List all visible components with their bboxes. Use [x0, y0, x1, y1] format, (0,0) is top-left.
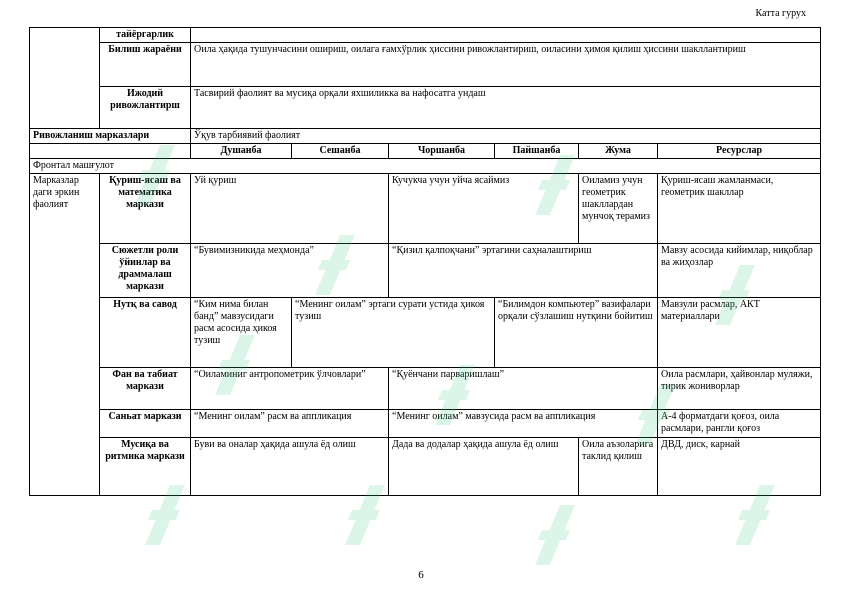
center-science: Фан ва табиат маркази: [100, 368, 191, 410]
science-monday: “Оиламиниг антропометрик ўлчовлари”: [191, 368, 389, 410]
row-content-creative: Тасвирий фаолият ва мусиқа орқали яхшиликка ва нафосатга ундаш: [191, 87, 821, 129]
day-friday: Жума: [579, 144, 658, 159]
construction-wednesday: Кучукча учун уйча ясаймиз: [389, 174, 579, 244]
role-play-wednesday: “Қизил қалпоқчани” эртагини саҳналаштириш: [389, 244, 658, 298]
construction-resources: Қуриш-ясаш жамланмаси, геометрик шакллар: [658, 174, 821, 244]
center-role-play: Сюжетли роли ўйинлар ва драммалаш маркази: [100, 244, 191, 298]
art-wednesday: “Менинг оилам” мавзусида расм ва аппликация: [389, 410, 658, 438]
role-play-monday: “Бувимизникида меҳмонда”: [191, 244, 389, 298]
day-wednesday: Чоршанба: [389, 144, 495, 159]
table-row: [30, 368, 821, 410]
lesson-plan-table: [29, 27, 821, 496]
table-row: [30, 87, 821, 129]
science-wednesday: “Қуёнчани парваришлаш”: [389, 368, 658, 410]
table-row: [30, 43, 821, 87]
development-centers-label: Ривожланиш марказлари: [30, 129, 191, 144]
speech-thursday: “Билимдон компьютер” вазифалари орқали сўзлашиш нутқини бойитиш: [495, 298, 658, 368]
empty-cell: [30, 144, 191, 159]
development-centers-content: Ўқув тарбиявий фаолият: [191, 129, 821, 144]
music-resources: ДВД, диск, карнай: [658, 438, 821, 496]
music-wednesday: Дада ва додалар ҳақида ашула ёд олиш: [389, 438, 579, 496]
group-label: Катта гурух: [755, 8, 806, 19]
free-activity-label: Марказлар даги эркин фаолият: [30, 174, 100, 496]
construction-friday: Оиламиз учун геометрик шакллардан мунчоқ терамиз: [579, 174, 658, 244]
center-art: Саньат маркази: [100, 410, 191, 438]
table-row: [30, 174, 821, 244]
frontal-label: Фронтал машғулот: [30, 159, 821, 174]
day-monday: Душанба: [191, 144, 292, 159]
table-row: [30, 129, 821, 144]
role-play-resources: Мавзу асосида кийимлар, ниқоблар ва жиҳозлар: [658, 244, 821, 298]
table-row: [30, 438, 821, 496]
center-speech: Нутқ ва савод: [100, 298, 191, 368]
empty-cell: [30, 28, 100, 129]
music-friday: Оила аъзоларига таклид қилиш: [579, 438, 658, 496]
watermark-icon: [520, 500, 590, 570]
construction-monday: Уй қуриш: [191, 174, 389, 244]
speech-resources: Мавзули расмлар, АКТ материаллари: [658, 298, 821, 368]
speech-tuesday: “Менинг оилам” эртаги сурати устида ҳикоя тузиш: [292, 298, 495, 368]
row-content-preparation: [191, 28, 821, 43]
page-number: 6: [418, 569, 424, 581]
table-row: [30, 410, 821, 438]
center-construction: Қуриш-ясаш ва математика маркази: [100, 174, 191, 244]
music-monday: Буви ва оналар ҳақида ашула ёд олиш: [191, 438, 389, 496]
science-resources: Оила расмлари, ҳайвонлар муляжи, тирик жониворлар: [658, 368, 821, 410]
row-label-cognition: Билиш жараёни: [100, 43, 191, 87]
speech-monday: “Ким нима билан банд” мавзусидаги расм асосида ҳикоя тузиш: [191, 298, 292, 368]
row-content-cognition: Оила ҳақида тушунчасини ошириш, оилага ғамхўрлик ҳиссини ривожлантириш, оиласини ҳимоя қилиш ҳиссини шакллантириш: [191, 43, 821, 87]
art-resources: А-4 форматдаги қоғоз, оила расмлари, рангли қоғоз: [658, 410, 821, 438]
table-row: [30, 298, 821, 368]
center-music: Мусиқа ва ритмика маркази: [100, 438, 191, 496]
table-row: [30, 159, 821, 174]
table-row: [30, 28, 821, 43]
day-tuesday: Сешанба: [292, 144, 389, 159]
day-thursday: Пайшанба: [495, 144, 579, 159]
table-row: [30, 244, 821, 298]
resources-header: Ресурслар: [658, 144, 821, 159]
row-label-creative: Ижодий ривожлантирш: [100, 87, 191, 129]
days-header-row: [30, 144, 821, 159]
art-monday: “Менинг оилам” расм ва аппликация: [191, 410, 389, 438]
row-label-preparation: тайёргарлик: [100, 28, 191, 43]
